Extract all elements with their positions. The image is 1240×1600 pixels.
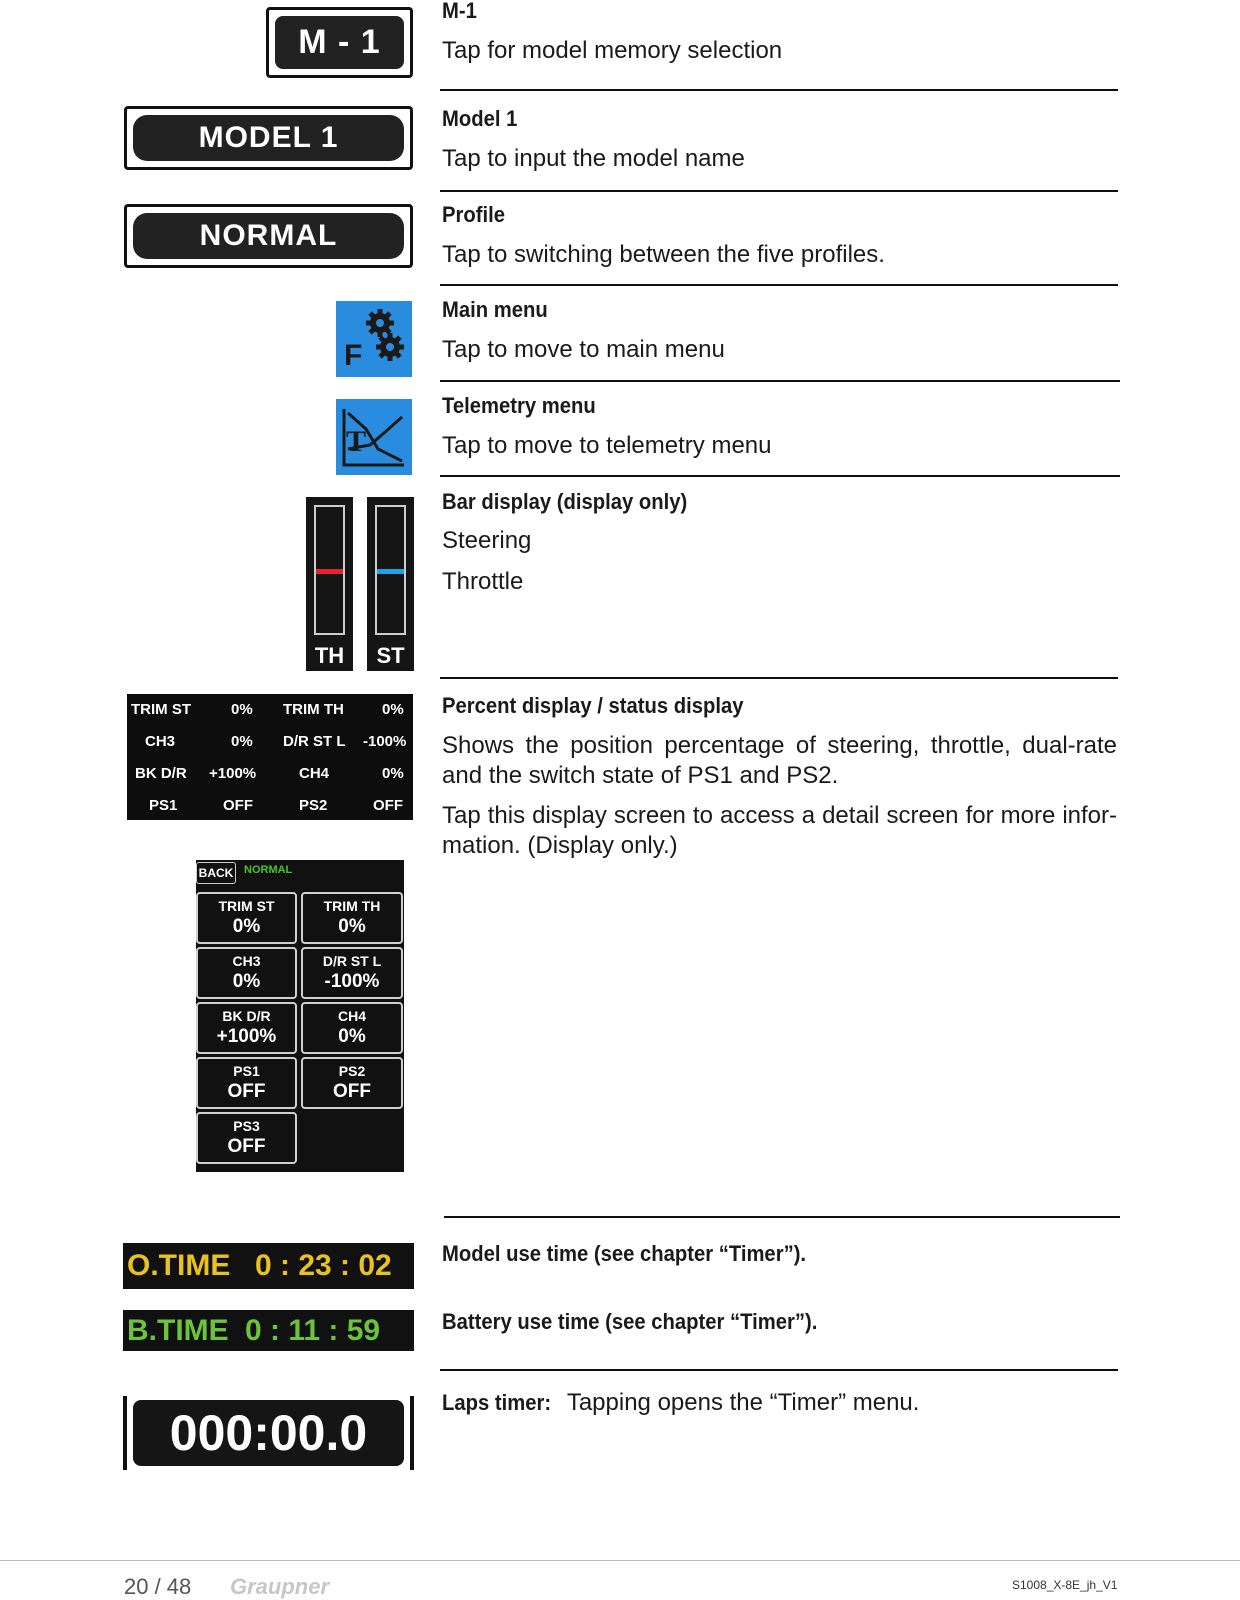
pct-value: 0%	[231, 733, 253, 750]
divider	[440, 89, 1118, 91]
pct-label: PS2	[299, 797, 328, 814]
laps-timer-value: 000:00.0	[133, 1400, 404, 1466]
detail-cell: D/R ST L -100%	[301, 947, 403, 999]
divider	[440, 677, 1118, 679]
svg-text:F: F	[344, 339, 363, 372]
main-menu-title: Main menu	[442, 297, 548, 322]
model-desc: Tap to input the model name	[442, 145, 745, 172]
divider	[440, 475, 1120, 477]
otime-title: Model use time (see chapter “Timer”).	[442, 1241, 807, 1266]
pct-label: CH4	[299, 765, 330, 782]
laps-desc: Tapping opens the “Timer” menu.	[560, 1389, 920, 1416]
pct-label: BK D/R	[135, 765, 187, 782]
model-memory-label: M - 1	[275, 16, 404, 69]
divider	[440, 284, 1118, 286]
brand-logo: Graupner	[230, 1574, 330, 1599]
detail-cell: PS3 OFF	[196, 1112, 297, 1164]
model-name-button[interactable]	[124, 106, 413, 170]
percent-desc-1: Shows the position percentage of steering, throttle, dual-rate and the switch state of PS1 and PS2.	[442, 732, 1117, 789]
percent-title: Percent display / status display	[442, 693, 744, 718]
pct-value: +100%	[209, 765, 257, 782]
laps-text	[442, 1388, 919, 1418]
bars-throttle: Throttle	[442, 568, 524, 595]
profile-label: NORMAL	[133, 213, 404, 259]
pct-value: -100%	[363, 733, 407, 750]
steering-bar-indicator	[377, 569, 404, 574]
profile-button[interactable]	[124, 204, 413, 268]
model-name-label: MODEL 1	[133, 115, 404, 161]
back-button[interactable]: BACK	[196, 862, 236, 884]
detail-cell: TRIM TH 0%	[301, 892, 403, 944]
divider	[440, 380, 1120, 382]
footer-divider	[0, 1560, 1240, 1561]
btime-title: Battery use time (see chapter “Timer”).	[442, 1309, 818, 1334]
pct-label: PS1	[149, 797, 178, 814]
model-use-timer	[123, 1243, 414, 1289]
laps-timer-button[interactable]	[123, 1396, 414, 1470]
detail-cell: CH4 0%	[301, 1002, 403, 1054]
detail-profile-label: NORMAL	[244, 864, 293, 876]
detail-screen	[196, 860, 404, 1172]
m1-desc: Tap for model memory selection	[442, 37, 783, 64]
laps-title: Laps timer:	[442, 1390, 552, 1415]
throttle-bar	[306, 497, 353, 671]
pct-value: 0%	[382, 765, 404, 782]
divider	[440, 190, 1118, 192]
model-memory-button[interactable]	[266, 7, 413, 78]
btime-label: B.TIME	[127, 1313, 229, 1347]
main-menu-desc: Tap to move to main menu	[442, 336, 725, 363]
m1-title: M-1	[442, 0, 477, 23]
pct-value: 0%	[231, 701, 253, 718]
pct-value: 0%	[382, 701, 404, 718]
detail-cell: PS2 OFF	[301, 1057, 403, 1109]
telemetry-icon	[336, 399, 412, 475]
otime-label: O.TIME	[127, 1249, 231, 1282]
pct-value: OFF	[223, 797, 253, 814]
telemetry-menu-button[interactable]	[336, 399, 412, 475]
pct-label: TRIM TH	[283, 701, 344, 718]
bars-steering: Steering	[442, 527, 532, 554]
steering-bar-label: ST	[376, 643, 405, 668]
settings-f-icon	[336, 301, 412, 377]
btime-value: 0 : 11 : 59	[245, 1313, 381, 1347]
divider	[444, 1216, 1120, 1218]
throttle-bar-label: TH	[314, 643, 345, 668]
page-number: 20 / 48	[124, 1574, 192, 1599]
svg-text:T: T	[346, 425, 367, 458]
divider	[440, 1369, 1118, 1371]
main-menu-button[interactable]	[336, 301, 412, 377]
telemetry-desc: Tap to move to telemetry menu	[442, 432, 772, 459]
detail-cell: BK D/R +100%	[196, 1002, 297, 1054]
pct-label: D/R ST L	[283, 733, 346, 750]
throttle-bar-indicator	[316, 569, 343, 574]
pct-value: OFF	[373, 797, 403, 814]
steering-bar	[367, 497, 414, 671]
model-title: Model 1	[442, 106, 518, 131]
document-id: S1008_X-8E_jh_V1	[1012, 1578, 1118, 1592]
profile-desc: Tap to switching between the five profiles.	[442, 241, 885, 268]
profile-title: Profile	[442, 202, 505, 227]
battery-use-timer	[123, 1310, 414, 1351]
bars-title: Bar display (display only)	[442, 489, 688, 514]
otime-value: 0 : 23 : 02	[255, 1249, 392, 1282]
percent-display[interactable]	[127, 694, 413, 820]
pct-label: TRIM ST	[131, 701, 191, 718]
percent-desc-2: Tap this display screen to access a detail screen for more infor-mation. (Display only.)	[442, 802, 1117, 859]
pct-label: CH3	[145, 733, 176, 750]
detail-cell: TRIM ST 0%	[196, 892, 297, 944]
detail-cell: CH3 0%	[196, 947, 297, 999]
detail-cell: PS1 OFF	[196, 1057, 297, 1109]
telemetry-title: Telemetry menu	[442, 393, 596, 418]
